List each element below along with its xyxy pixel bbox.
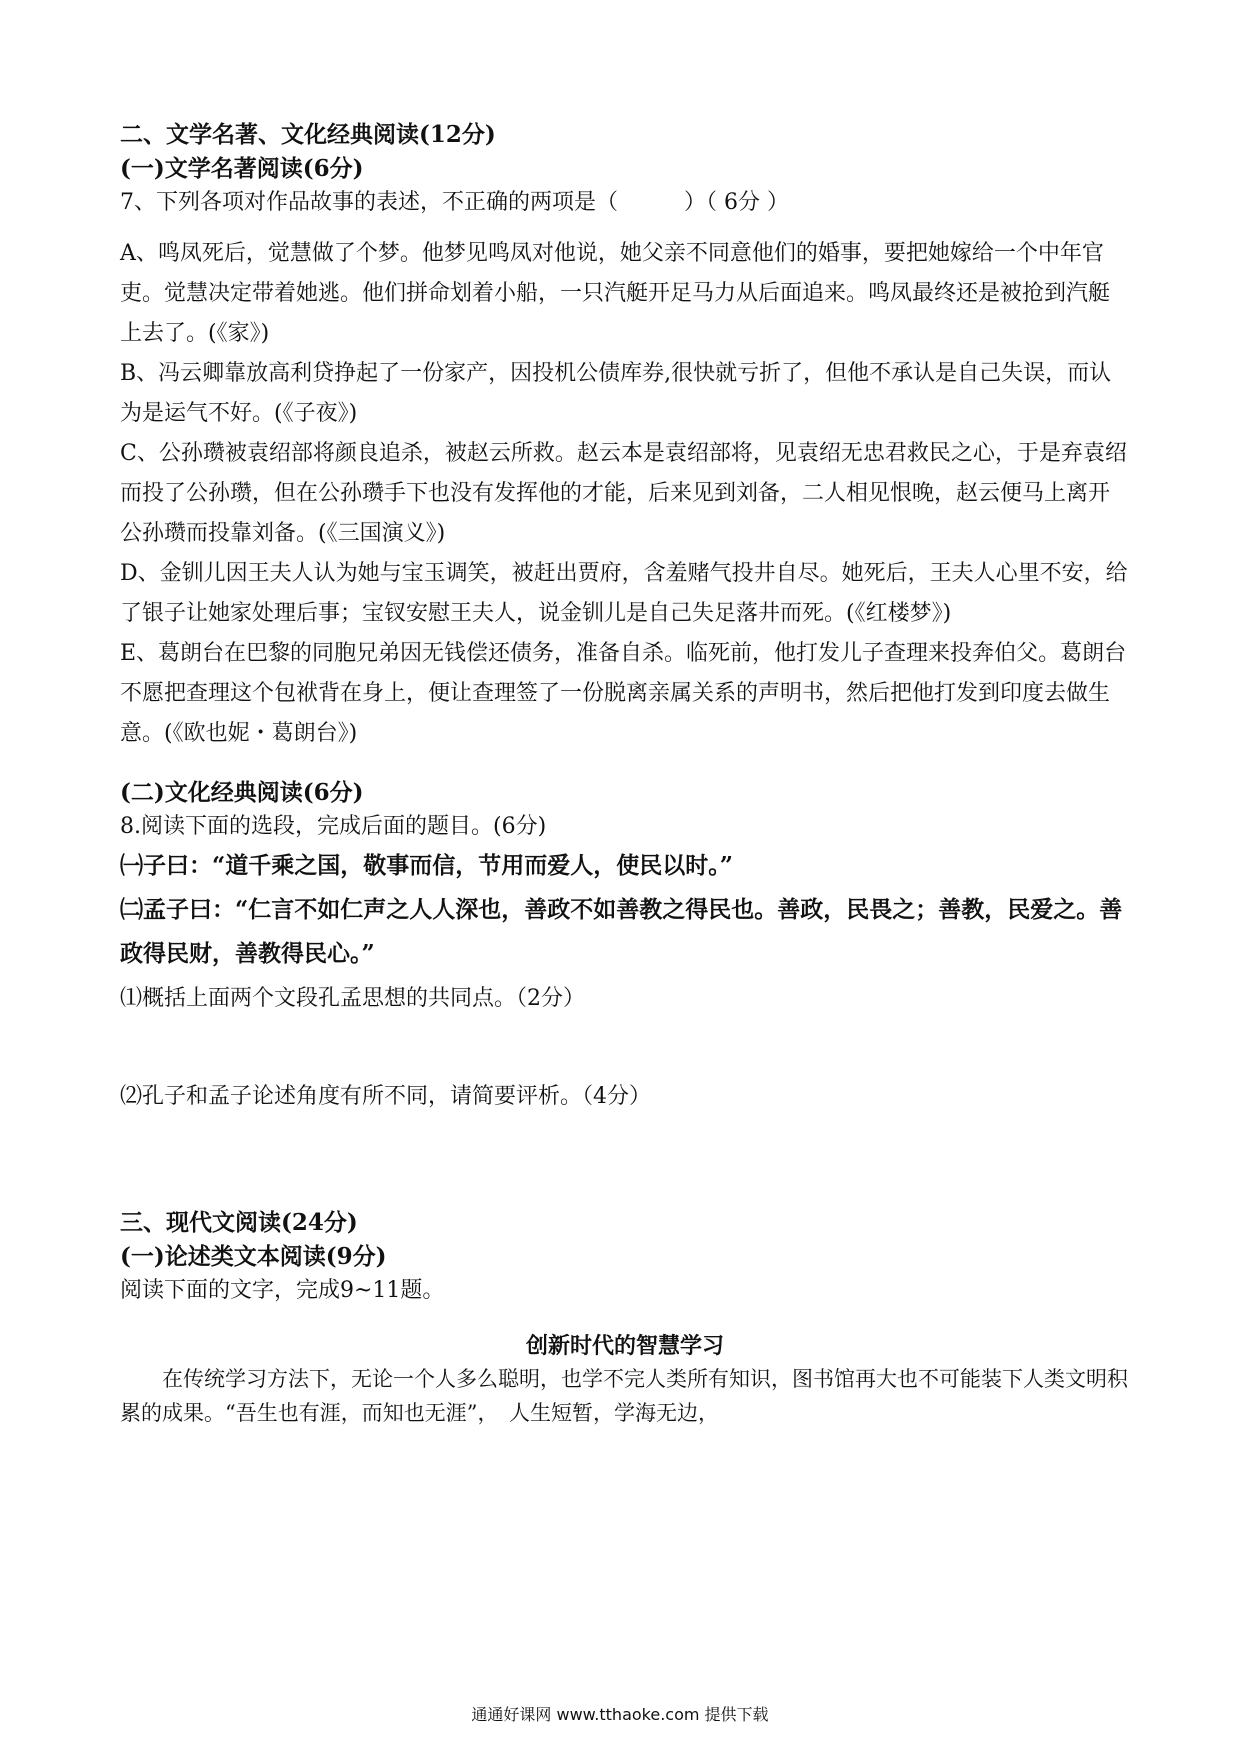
- question-7: 7、下列各项对作品故事的表述，不正确的两项是（ ）（ 6分 ）: [120, 190, 789, 215]
- section-2-1-heading: (一)文学名著阅读(6分): [120, 155, 364, 182]
- section-2-heading: 二、文学名著、文化经典阅读(12分): [120, 121, 496, 148]
- option-a: A、鸣凤死后，觉慧做了个梦。他梦见鸣凤对他说，她父亲不同意他们的婚事，要把她嫁给一个中年官吏。觉慧决定带着她逃。他们拼命划着小船，一只汽艇开足马力从后面追来。鸣凤最终还是被抢到汽艇上去了。(《家》): [120, 241, 1111, 346]
- exam-page: [120, 118, 1130, 1430]
- option-e: E、葛朗台在巴黎的同胞兄弟因无钱偿还债务，准备自杀。临死前，他打发儿子查理来投奔伯父。葛朗台不愿把查理这个包袱背在身上，便让查理签了一份脱离亲属关系的声明书，然后把他打发到印度去做生意。(《欧也妮・葛朗台》): [120, 641, 1127, 746]
- section-3-1-intro: 阅读下面的文字，完成9~11题。: [120, 1278, 445, 1303]
- option-c: C、公孙瓒被袁绍部将颜良追杀，被赵云所救。赵云本是袁绍部将，见袁绍无忠君救民之心，于是弃袁绍而投了公孙瓒，但在公孙瓒手下也没有发挥他的才能，后来见到刘备，二人相见恨晚，赵云便马上离开公孙瓒而投靠刘备。(《三国演义》): [120, 441, 1127, 546]
- section-2-2-heading: (二)文化经典阅读(6分): [120, 779, 364, 806]
- article-paragraph: 在传统学习方法下，无论一个人多么聪明，也学不完人类所有知识，图书馆再大也不可能装下人类文明积累的成果。“吾生也有涯，而知也无涯”， 人生短暂，学海无边，: [120, 1367, 1128, 1425]
- footer-credit: 通通好课网 www.tthaoke.com 提供下载: [471, 1705, 769, 1724]
- section-3-1-heading: (一)论述类文本阅读(9分): [120, 1243, 387, 1270]
- quote-1: ㈠子曰：“道千乘之国，敬事而信，节用而爱人，使民以时。”: [120, 852, 733, 879]
- option-b: B、冯云卿靠放高利贷挣起了一份家产，因投机公债库券,很快就亏折了，但他不承认是自己失误，而认为是运气不好。(《子夜》): [120, 361, 1112, 426]
- option-d: D、金钏儿因王夫人认为她与宝玉调笑，被赶出贾府，含羞赌气投井自尽。她死后，王夫人心里不安，给了银子让她家处理后事；宝钗安慰王夫人，说金钏儿是自己失足落井而死。(《红楼梦》): [120, 561, 1128, 626]
- section-3-heading: 三、现代文阅读(24分): [120, 1209, 358, 1236]
- quote-2: ㈡孟子曰：“仁言不如仁声之人人深也，善政不如善教之得民也。善政，民畏之；善教，民爱之。善政得民财，善教得民心。”: [120, 896, 1123, 967]
- sub-question-1: ⑴概括上面两个文段孔孟思想的共同点。（2分）: [120, 986, 585, 1011]
- question-8: 8.阅读下面的选段，完成后面的题目。(6分): [120, 814, 547, 839]
- sub-question-2: ⑵孔子和孟子论述角度有所不同，请简要评析。（4分）: [120, 1084, 651, 1109]
- article-title: 创新时代的智慧学习: [525, 1333, 724, 1359]
